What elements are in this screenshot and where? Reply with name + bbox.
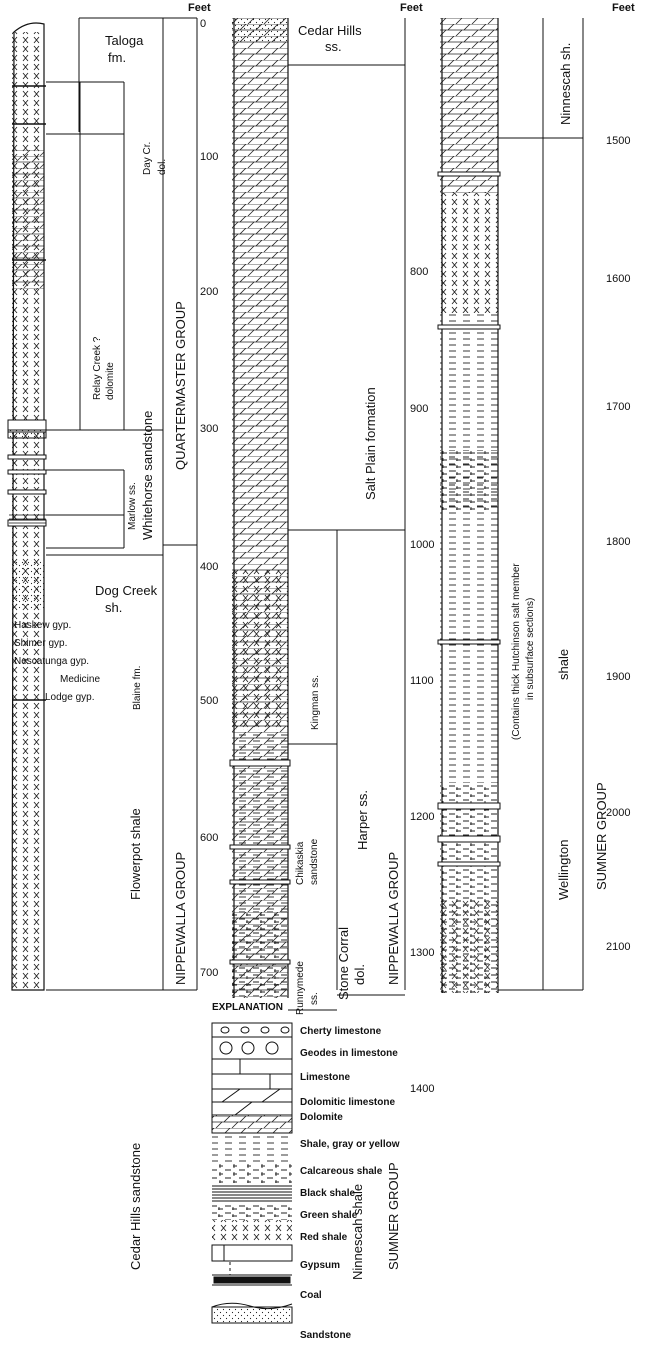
column-3-groups <box>594 782 609 890</box>
geodes-icon <box>212 1037 292 1059</box>
svg-text:dol.: dol. <box>157 158 168 175</box>
coal-icon <box>214 1277 290 1283</box>
column-2-depth-unit: Feet <box>400 2 423 14</box>
svg-text:1200: 1200 <box>410 811 435 823</box>
green-shale-icon <box>212 1204 292 1220</box>
legend-label-calcareous-shale: Calcareous shale <box>300 1166 383 1177</box>
legend-label-dolomitic-limestone: Dolomitic limestone <box>300 1097 396 1108</box>
column-2-lithology <box>230 18 290 998</box>
svg-text:2100: 2100 <box>606 941 631 953</box>
svg-text:Day Cr.: Day Cr. <box>142 141 153 175</box>
legend-label-limestone: Limestone <box>300 1072 351 1083</box>
svg-text:dol.: dol. <box>352 964 367 985</box>
svg-text:Runnymede: Runnymede <box>295 961 306 1015</box>
svg-text:NIPPEWALLA GROUP: NIPPEWALLA GROUP <box>173 851 188 985</box>
svg-text:Cedar Hills: Cedar Hills <box>298 23 362 38</box>
svg-text:1900: 1900 <box>606 671 631 683</box>
legend-label-cherty-limestone: Cherty limestone <box>300 1026 382 1037</box>
legend-label-geodes: Geodes in limestone <box>300 1048 398 1059</box>
svg-text:Harper ss.: Harper ss. <box>355 790 370 850</box>
legend-label-red-shale: Red shale <box>300 1232 348 1243</box>
svg-text:sandstone: sandstone <box>309 838 320 885</box>
svg-text:Wellington: Wellington <box>556 839 571 900</box>
column-2-groups <box>386 852 401 1270</box>
svg-text:Medicine: Medicine <box>60 674 101 685</box>
legend-swatches <box>212 1023 292 1323</box>
svg-text:in subsurface sections): in subsurface sections) <box>525 597 536 700</box>
svg-text:700: 700 <box>200 967 219 979</box>
svg-text:Haskew gyp.: Haskew gyp. <box>14 620 72 631</box>
column-3-lithology <box>438 18 500 993</box>
column-2-ticks <box>410 266 434 1095</box>
svg-text:1700: 1700 <box>606 401 631 413</box>
svg-text:ss.: ss. <box>325 39 342 54</box>
svg-text:ss.: ss. <box>309 992 320 1005</box>
legend-label-shale: Shale, gray or yellow <box>300 1139 400 1150</box>
svg-text:Kingman ss.: Kingman ss. <box>310 674 321 730</box>
column-1-groups <box>173 301 188 985</box>
black-shale-icon <box>212 1186 292 1201</box>
svg-text:1400: 1400 <box>410 1083 435 1095</box>
svg-text:shale: shale <box>556 648 571 680</box>
svg-text:Ninnescah sh.: Ninnescah sh. <box>558 42 573 125</box>
svg-text:1100: 1100 <box>410 675 434 687</box>
column-1-lithology <box>8 23 46 990</box>
legend-labels <box>300 1026 400 1341</box>
svg-text:500: 500 <box>200 695 219 707</box>
legend-label-gypsum: Gypsum <box>300 1260 341 1271</box>
svg-text:QUARTERMASTER GROUP: QUARTERMASTER GROUP <box>173 301 188 470</box>
svg-text:200: 200 <box>200 286 219 298</box>
svg-text:Flowerpot shale: Flowerpot shale <box>128 808 143 900</box>
svg-text:1000: 1000 <box>410 539 435 551</box>
legend-label-coal: Coal <box>300 1290 322 1301</box>
dolomite-icon <box>212 1115 292 1133</box>
svg-text:SUMNER GROUP: SUMNER GROUP <box>386 1162 401 1270</box>
svg-text:Marlow ss.: Marlow ss. <box>127 482 138 530</box>
svg-text:600: 600 <box>200 832 219 844</box>
svg-text:900: 900 <box>410 403 429 415</box>
svg-text:1300: 1300 <box>410 947 435 959</box>
svg-text:SUMNER GROUP: SUMNER GROUP <box>594 782 609 890</box>
svg-text:1600: 1600 <box>606 273 631 285</box>
legend-label-black-shale: Black shale <box>300 1188 356 1199</box>
svg-text:Whitehorse sandstone: Whitehorse sandstone <box>140 410 155 540</box>
svg-text:Blaine fm.: Blaine fm. <box>132 665 143 710</box>
svg-text:Nescatunga gyp.: Nescatunga gyp. <box>14 656 90 667</box>
svg-text:Relay Creek ?: Relay Creek ? <box>92 336 103 400</box>
legend-label-dolomite: Dolomite <box>300 1112 343 1123</box>
svg-text:fm.: fm. <box>108 50 127 65</box>
column-3-ticks <box>606 135 630 953</box>
column-3-depth-unit: Feet <box>612 2 635 14</box>
column-1-frame <box>46 18 197 990</box>
svg-text:sh.: sh. <box>105 600 123 615</box>
svg-text:Taloga: Taloga <box>105 33 144 48</box>
svg-text:800: 800 <box>410 266 429 278</box>
calcareous-shale-icon <box>212 1163 292 1183</box>
column-1-depth-unit: Feet <box>188 2 211 14</box>
column-1-ticks <box>200 18 218 979</box>
svg-text:(Contains thick Hutchinson sal: (Contains thick Hutchinson salt member <box>511 563 522 740</box>
svg-text:1800: 1800 <box>606 536 631 548</box>
svg-text:Stone Corral: Stone Corral <box>336 927 351 1000</box>
shale-icon <box>212 1133 292 1163</box>
legend-label-green-shale: Green shale <box>300 1210 358 1221</box>
svg-text:300: 300 <box>200 423 219 435</box>
svg-text:1500: 1500 <box>606 135 631 147</box>
svg-text:Ninnescah shale: Ninnescah shale <box>350 1183 365 1280</box>
svg-text:dolomite: dolomite <box>105 362 116 400</box>
red-shale-icon <box>212 1220 292 1242</box>
column-3-units <box>511 43 573 900</box>
svg-text:2000: 2000 <box>606 807 631 819</box>
sandstone-icon <box>212 1307 292 1323</box>
svg-text:100: 100 <box>200 151 219 163</box>
svg-text:0: 0 <box>200 18 207 30</box>
legend-title: EXPLANATION <box>212 1002 283 1013</box>
svg-text:Dog Creek: Dog Creek <box>95 583 158 598</box>
svg-text:Salt Plain formation: Salt Plain formation <box>363 387 378 500</box>
cherty-limestone-icon <box>212 1023 292 1037</box>
svg-text:Shimer gyp.: Shimer gyp. <box>14 638 68 649</box>
svg-text:Chikaskia: Chikaskia <box>295 841 306 885</box>
svg-text:400: 400 <box>200 561 219 573</box>
svg-text:Lodge gyp.: Lodge gyp. <box>45 692 95 703</box>
svg-text:NIPPEWALLA GROUP: NIPPEWALLA GROUP <box>386 851 401 985</box>
legend-label-sandstone: Sandstone <box>300 1330 352 1341</box>
svg-text:Cedar Hills sandstone: Cedar Hills sandstone <box>128 1142 143 1270</box>
